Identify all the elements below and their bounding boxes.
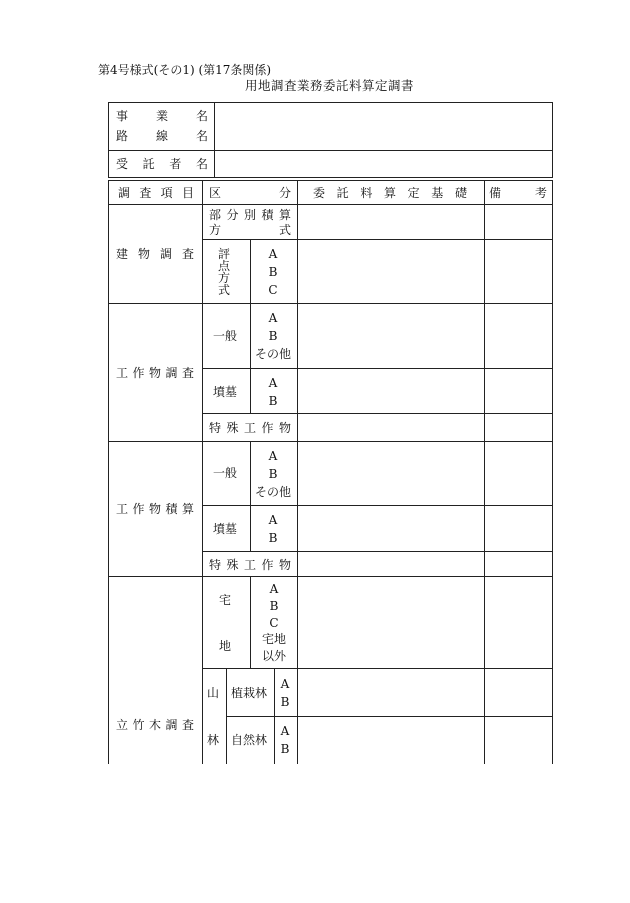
structure-estimate-grave-grades: A B <box>268 513 278 545</box>
structure-survey-general: 一般 <box>213 329 238 343</box>
header-basis: 委 託 料 算 定 基 礎 <box>313 186 467 200</box>
structure-estimate-general: 一般 <box>213 466 238 480</box>
structure-survey-line-1 <box>202 368 553 369</box>
form-number: 第4号様式(その1) (第17条関係) <box>98 63 272 77</box>
building-split-line <box>202 239 553 240</box>
residential-char-1: 宅 <box>219 593 232 607</box>
header-bottom-line <box>108 204 553 205</box>
project-name-field[interactable] <box>216 104 550 126</box>
building-bottom-line <box>108 303 553 304</box>
natural-grades: A B <box>280 724 290 756</box>
contractor-name-field[interactable] <box>216 152 550 176</box>
structure-survey-special: 特 殊 工 作 物 <box>209 421 291 435</box>
structure-survey-grave: 墳墓 <box>213 385 238 399</box>
scoring-method: 評 点 方 式 <box>217 247 230 297</box>
planted-grades: A B <box>280 677 290 709</box>
structure-survey-bottom-line <box>108 441 553 442</box>
header-item: 調 査 項 目 <box>118 186 194 200</box>
structure-estimate-divider-1 <box>250 441 251 551</box>
residential-grades: A B C 宅地 以外 <box>261 582 286 663</box>
partial-estimate-line2: 方 式 <box>209 223 291 237</box>
structure-estimate-label: 工 作 物 積 算 <box>116 502 194 516</box>
col-line-item <box>202 180 203 764</box>
structure-estimate-special: 特 殊 工 作 物 <box>209 558 291 572</box>
structure-survey-divider-1 <box>250 303 251 413</box>
forest-char-2: 林 <box>207 733 220 747</box>
structure-survey-grave-grades: A B <box>268 376 278 408</box>
structure-survey-label: 工 作 物 調 査 <box>116 366 194 380</box>
structure-estimate-general-grades: A B その他 <box>254 449 291 499</box>
document-title: 用地調査業務委託料算定調書 <box>245 78 415 93</box>
structure-estimate-grave: 墳墓 <box>213 522 238 536</box>
residential-bottom-line <box>202 668 553 669</box>
planted-forest: 植栽林 <box>231 686 268 700</box>
project-name-label: 事 業 名 <box>116 109 208 123</box>
contractor-name-label: 受 託 者 名 <box>116 157 208 171</box>
route-name-field[interactable] <box>216 127 550 149</box>
scoring-grades: A B C <box>268 247 278 297</box>
residential-char-2: 地 <box>219 639 232 653</box>
natural-forest: 自然林 <box>231 733 268 747</box>
residential-divider <box>250 576 251 668</box>
planted-bottom-line <box>226 716 553 717</box>
partial-estimate-line1: 部 分 別 積 算 <box>209 208 291 222</box>
info-row-line <box>108 150 553 151</box>
header-remarks: 備 考 <box>489 186 547 200</box>
structure-estimate-line-1 <box>202 505 553 506</box>
col-line-remarks <box>484 180 485 764</box>
info-divider <box>214 102 215 178</box>
header-division: 区 分 <box>209 186 291 200</box>
route-name-label: 路 線 名 <box>116 129 208 143</box>
structure-survey-general-grades: A B その他 <box>254 311 291 361</box>
structure-estimate-line-2 <box>202 551 553 552</box>
tree-survey-label: 立 竹 木 調 査 <box>116 718 194 732</box>
building-survey-label: 建 物 調 査 <box>116 247 194 261</box>
scoring-divider <box>250 239 251 303</box>
table-top-line <box>108 180 553 181</box>
table-right-line <box>552 180 553 764</box>
table-left-line <box>108 180 109 764</box>
forest-char-1: 山 <box>207 686 220 700</box>
structure-estimate-bottom-line <box>108 576 553 577</box>
structure-survey-line-2 <box>202 413 553 414</box>
col-line-basis <box>297 180 298 764</box>
